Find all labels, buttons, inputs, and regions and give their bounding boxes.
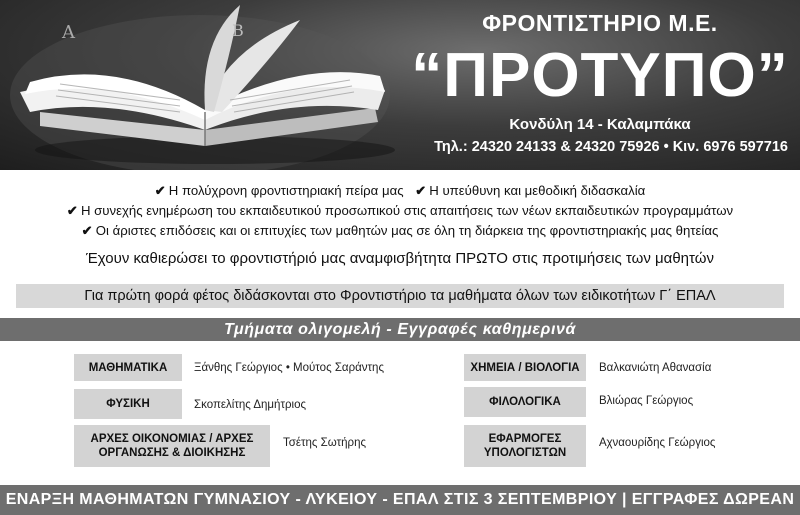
subject-computers (464, 425, 586, 467)
teachers-economics: Τσέτης Σωτήρης (283, 437, 367, 449)
feature-text: Η υπεύθυνη και μεθοδική διδασκαλία (429, 183, 646, 198)
address: Κονδύλη 14 - Καλαμπάκα (509, 116, 691, 133)
header-banner (0, 0, 800, 170)
feature-text: Η συνεχής ενημέρωση του εκπαιδευτικού προσωπικού στις απαιτήσεις των νέων εκπαιδευτικών προγραμμάτων (80, 203, 734, 218)
institute-type: ΦΡΟΝΤΙΣΤΗΡΙΟ Μ.Ε. (482, 10, 718, 36)
subject-physics (74, 389, 182, 419)
tagline: Έχουν καθιερώσει το φροντιστήριό μας αναμφισβήτητα ΠΡΩΤΟ στις προτιμήσεις των μαθητών (86, 250, 714, 267)
features-list (0, 181, 800, 241)
subject-label: ΑΡΧΕΣ ΟΙΚΟΝΟΜΙΑΣ / ΑΡΧΕΣ (90, 433, 254, 445)
feature-text: Η πολύχρονη φροντιστηριακή πείρα μας (168, 183, 404, 198)
subject-math (74, 354, 182, 381)
subject-label: ΧΗΜΕΙΑ / ΒΙΟΛΟΓΙΑ (470, 361, 580, 374)
teachers-chemistry: Βαλκανιώτη Αθανασία (599, 362, 712, 374)
feature-line-1 (0, 181, 800, 201)
feature-item (415, 183, 645, 198)
phone-numbers: Τηλ.: 24320 24133 & 24320 75926 • Κιν. 6976 597716 (434, 139, 788, 155)
check-icon: ✔ (154, 183, 166, 198)
brand-name: “ΠΡΟΤΥΠΟ” (411, 41, 789, 110)
check-icon: ✔ (66, 203, 78, 218)
footer-banner: ΕΝΑΡΞΗ ΜΑΘΗΜΑΤΩΝ ΓΥΜΝΑΣΙΟΥ - ΛΥΚΕΙΟΥ - ΕΠΑΛ ΣΤΙΣ 3 ΣΕΠΤΕΜΒΡΙΟΥ | ΕΓΓΡΑΦΕΣ ΔΩΡΕΑΝ (0, 485, 800, 515)
teachers-philology: Βλιώρας Γεώργιος (599, 395, 694, 407)
subject-label: ΦΥΣΙΚΗ (106, 398, 150, 410)
check-icon: ✔ (415, 183, 427, 198)
subject-philology (464, 387, 586, 417)
check-icon: ✔ (81, 223, 93, 238)
teachers-computers: Αχναουρίδης Γεώργιος (599, 437, 716, 449)
teachers-math: Ξάνθης Γεώργιος • Μούτος Σαράντης (194, 362, 384, 374)
epal-notice: Για πρώτη φορά φέτος διδάσκονται στο Φροντιστήριο τα μαθήματα όλων των ειδικοτήτων Γ΄ ΕΠΑΛ (16, 284, 784, 308)
subject-chemistry-biology (464, 354, 586, 381)
subject-label: ΥΠΟΛΟΓΙΣΤΩΝ (483, 447, 567, 459)
feature-line-2 (0, 201, 800, 221)
feature-text: Οι άριστες επιδόσεις και οι επιτυχίες των μαθητών μας σε όλη τη διάρκεια της φροντιστηριακής μας θητείας (95, 223, 719, 238)
groups-banner: Τμήματα ολιγομελή - Εγγραφές καθημερινά (0, 318, 800, 341)
feature-item (155, 183, 407, 198)
subject-label: ΕΦΑΡΜΟΓΕΣ (488, 433, 562, 445)
teachers-physics: Σκοπελίτης Δημήτριος (194, 399, 307, 411)
open-book-image (0, 0, 400, 170)
book-letter-a: A (62, 22, 75, 43)
subject-economics (74, 425, 270, 467)
subject-label: ΦΙΛΟΛΟΓΙΚΑ (489, 396, 561, 408)
subject-label: ΜΑΘΗΜΑΤΙΚΑ (88, 361, 168, 374)
book-letter-b: B (232, 21, 244, 40)
subject-label: ΟΡΓΑΝΩΣΗΣ & ΔΙΟΙΚΗΣΗΣ (98, 447, 246, 459)
feature-line-3 (0, 221, 800, 241)
